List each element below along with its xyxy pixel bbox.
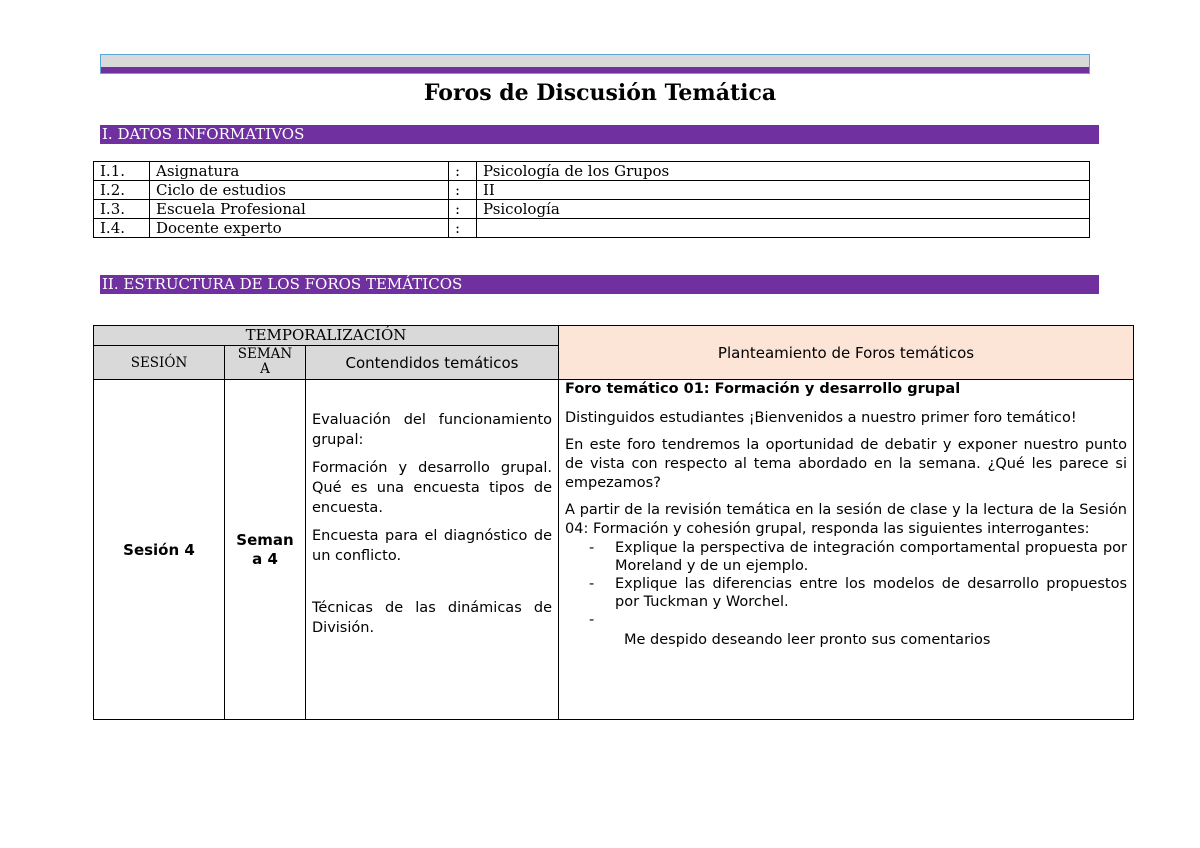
info-num: I.4. (94, 219, 150, 238)
semana-line2: a 4 (252, 549, 278, 568)
section-heading-estructura: II. ESTRUCTURA DE LOS FOROS TEMÁTICOS (100, 275, 1099, 294)
header-purple-stripe (101, 67, 1089, 73)
info-label: Ciclo de estudios (150, 181, 449, 200)
info-value: II (477, 181, 1090, 200)
sesion-cell: Sesión 4 (94, 380, 225, 720)
temporalizacion-header: TEMPORALIZACIÓN (94, 326, 559, 346)
header-decoration-bar (100, 54, 1090, 74)
header-grey-stripe (101, 55, 1089, 67)
contenidos-cell (306, 380, 559, 720)
foro-title: Foro temático 01: Formación y desarrollo grupal (565, 381, 961, 397)
page-title: Foros de Discusión Temática (423, 80, 777, 106)
contenido-item: Técnicas de las dinámicas de División. (312, 600, 552, 636)
contenido-item: Formación y desarrollo grupal. Qué es una encuesta tipos de encuesta. (312, 460, 552, 516)
section-heading-datos: I. DATOS INFORMATIVOS (100, 125, 1099, 144)
semana-line1: Seman (236, 530, 294, 549)
foro-questions-list (565, 539, 1127, 629)
foro-paragraph: Distinguidos estudiantes ¡Bienvenidos a nuestro primer foro temático! (565, 410, 1077, 426)
planteamiento-cell (559, 380, 1134, 720)
info-sep: : (449, 200, 477, 219)
info-label: Asignatura (150, 162, 449, 181)
foro-paragraph: En este foro tendremos la oportunidad de debatir y exponer nuestro punto de vista con respecto al tema abordado en la semana. ¿Qué les parece si empezamos? (565, 437, 1127, 491)
semana-header-line1: SEMAN (237, 346, 293, 362)
info-table (93, 161, 1090, 238)
semana-cell (225, 380, 306, 720)
info-sep: : (449, 181, 477, 200)
info-num: I.2. (94, 181, 150, 200)
info-num: I.1. (94, 162, 150, 181)
semana-header-line2: A (260, 361, 270, 377)
foro-question: - Explique las diferencias entre los modelos de desarrollo propuestos por Tuckman y Worchel. (615, 575, 1127, 611)
foros-table (93, 325, 1134, 720)
info-value: Psicología (477, 200, 1090, 219)
info-value (477, 219, 1090, 238)
info-label: Escuela Profesional (150, 200, 449, 219)
info-row (94, 200, 1090, 219)
foro-question (615, 611, 1127, 629)
contenido-item: Encuesta para el diagnóstico de un conflicto. (312, 528, 552, 564)
info-value: Psicología de los Grupos (477, 162, 1090, 181)
planteamiento-header: Planteamiento de Foros temáticos (559, 326, 1134, 380)
contenidos-column-header: Contendidos temáticos (306, 346, 559, 380)
info-sep: : (449, 219, 477, 238)
info-row (94, 219, 1090, 238)
sesion-column-header: SESIÓN (94, 346, 225, 380)
info-label: Docente experto (150, 219, 449, 238)
semana-column-header (225, 346, 306, 380)
contenido-item: Evaluación del funcionamiento grupal: (312, 412, 552, 448)
info-sep: : (449, 162, 477, 181)
info-row (94, 162, 1090, 181)
info-num: I.3. (94, 200, 150, 219)
foro-question: - Explique la perspectiva de integración comportamental propuesta por Moreland y de un ejemplo. (615, 539, 1127, 575)
foro-paragraph: A partir de la revisión temática en la sesión de clase y la lectura de la Sesión 04: Formación y cohesión grupal, responda las siguientes interrogantes: (565, 502, 1127, 537)
foro-closing: Me despido deseando leer pronto sus comentarios (624, 632, 991, 648)
info-row (94, 181, 1090, 200)
